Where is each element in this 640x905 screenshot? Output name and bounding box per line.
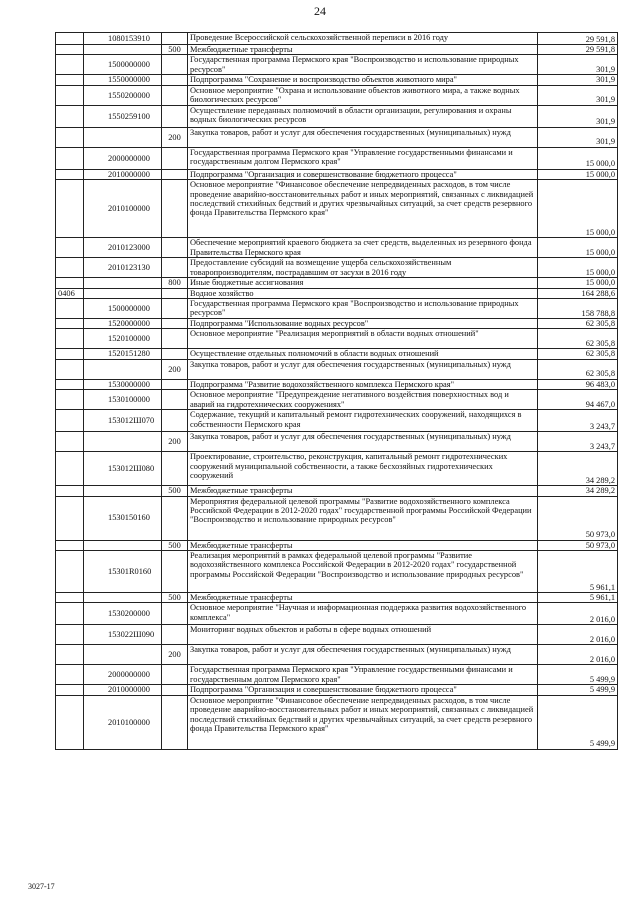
target-article-code: 1530000000 (84, 379, 162, 389)
target-article-code: 1520000000 (84, 319, 162, 329)
target-article-code: 2000000000 (84, 665, 162, 685)
section-code (56, 147, 84, 169)
row-name: Обеспечение мероприятий краевого бюджета за счет средств, выделенных из резервного фонда Правительства Пермского края (188, 238, 538, 258)
row-amount: 96 483,0 (538, 379, 618, 389)
section-code (56, 299, 84, 319)
table-row (56, 359, 618, 379)
target-article-code (84, 127, 162, 147)
row-amount: 62 305,8 (538, 359, 618, 379)
row-name: Основное мероприятие "Финансовое обеспечение непредвиденных расходов, в том числе проведение аварийно-восстановительных работ и иных мероприятий, связанных с ликвидацией последствий стихийных бедствий и других чрезвычайных ситуаций, за счет средств резервного фонда Правительства Пермского края" (188, 180, 538, 238)
target-article-code: 153022Ш090 (84, 625, 162, 645)
row-amount: 301,9 (538, 85, 618, 105)
table-row (56, 432, 618, 452)
table-row (56, 85, 618, 105)
row-name: Водное хозяйство (188, 288, 538, 298)
row-amount: 5 499,9 (538, 685, 618, 695)
section-code (56, 685, 84, 695)
section-code (56, 540, 84, 550)
row-amount: 50 973,0 (538, 540, 618, 550)
target-article-code: 1530100000 (84, 390, 162, 410)
target-article-code: 2010123130 (84, 258, 162, 278)
target-article-code: 2000000000 (84, 147, 162, 169)
expense-type-code: 200 (162, 432, 188, 452)
row-amount: 301,9 (538, 55, 618, 75)
target-article-code (84, 278, 162, 288)
row-amount: 15 000,0 (538, 147, 618, 169)
row-name: Государственная программа Пермского края "Управление государственными финансами и государственным долгом Пермского края" (188, 665, 538, 685)
section-code: 0406 (56, 288, 84, 298)
expense-type-code (162, 105, 188, 127)
section-code (56, 496, 84, 540)
expense-type-code (162, 33, 188, 45)
row-amount: 15 000,0 (538, 169, 618, 179)
target-article-code (84, 359, 162, 379)
table-row (56, 603, 618, 625)
target-article-code: 1550200000 (84, 85, 162, 105)
row-amount: 164 288,6 (538, 288, 618, 298)
target-article-code: 2010000000 (84, 169, 162, 179)
expense-type-code (162, 695, 188, 749)
section-code (56, 603, 84, 625)
target-article-code (84, 45, 162, 55)
row-name: Подпрограмма "Использование водных ресурсов" (188, 319, 538, 329)
expense-type-code (162, 625, 188, 645)
row-name: Содержание, текущий и капитальный ремонт гидротехнических сооружений, находящихся в собственности Пермского края (188, 410, 538, 432)
table-row (56, 319, 618, 329)
page-number: 24 (314, 4, 326, 18)
table-row (56, 390, 618, 410)
row-name: Закупка товаров, работ и услуг для обеспечения государственных (муниципальных) нужд (188, 127, 538, 147)
section-code (56, 85, 84, 105)
row-name: Реализация мероприятий в рамках федеральной целевой программы "Развитие водохозяйственного комплекса Российской Федерации в 2012-2020 годах" государственной программы Российской Федерации "Воспроизводство и использование природных ресурсов" (188, 551, 538, 593)
row-name: Государственная программа Пермского края "Управление государственными финансами и государственным долгом Пермского края" (188, 147, 538, 169)
table-row (56, 238, 618, 258)
expense-type-code (162, 685, 188, 695)
row-name: Мониторинг водных объектов и работы в сфере водных отношений (188, 625, 538, 645)
section-code (56, 75, 84, 85)
row-name: Межбюджетные трансферты (188, 45, 538, 55)
row-amount: 5 961,1 (538, 551, 618, 593)
expense-type-code (162, 390, 188, 410)
table-row (56, 299, 618, 319)
expense-type-code: 200 (162, 359, 188, 379)
table-row (56, 105, 618, 127)
target-article-code: 2010123000 (84, 238, 162, 258)
table-row (56, 258, 618, 278)
row-amount: 34 289,2 (538, 486, 618, 496)
row-amount: 29 591,8 (538, 33, 618, 45)
table-row (56, 379, 618, 389)
expense-type-code (162, 319, 188, 329)
table-row (56, 593, 618, 603)
row-amount: 3 243,7 (538, 410, 618, 432)
row-name: Закупка товаров, работ и услуг для обеспечения государственных (муниципальных) нужд (188, 359, 538, 379)
target-article-code: 1530200000 (84, 603, 162, 625)
row-amount: 301,9 (538, 105, 618, 127)
expense-type-code (162, 452, 188, 486)
row-name: Основное мероприятие "Научная и информационная поддержка развития водохозяйственного комплекса" (188, 603, 538, 625)
row-amount: 158 788,8 (538, 299, 618, 319)
row-amount: 62 305,8 (538, 349, 618, 359)
expense-type-code (162, 258, 188, 278)
table-row (56, 625, 618, 645)
row-amount: 15 000,0 (538, 180, 618, 238)
section-code (56, 127, 84, 147)
table-row (56, 486, 618, 496)
target-article-code: 2010100000 (84, 180, 162, 238)
expense-type-code: 500 (162, 486, 188, 496)
target-article-code (84, 593, 162, 603)
row-amount: 34 289,2 (538, 452, 618, 486)
row-name: Подпрограмма "Развитие водохозяйственного комплекса Пермского края" (188, 379, 538, 389)
row-name: Государственная программа Пермского края "Воспроизводство и использование природных ресурсов" (188, 299, 538, 319)
budget-table (55, 32, 618, 750)
table-row (56, 496, 618, 540)
expense-type-code (162, 169, 188, 179)
table-row (56, 329, 618, 349)
row-name: Основное мероприятие "Реализация мероприятий в области водных отношений" (188, 329, 538, 349)
table-row (56, 33, 618, 45)
row-amount: 5 499,9 (538, 665, 618, 685)
table-row (56, 452, 618, 486)
target-article-code: 1500000000 (84, 55, 162, 75)
section-code (56, 258, 84, 278)
row-amount: 301,9 (538, 75, 618, 85)
target-article-code: 1500000000 (84, 299, 162, 319)
section-code (56, 45, 84, 55)
target-article-code (84, 645, 162, 665)
row-amount: 2 016,0 (538, 603, 618, 625)
table-row (56, 45, 618, 55)
section-code (56, 55, 84, 75)
row-name: Подпрограмма "Организация и совершенствование бюджетного процесса" (188, 685, 538, 695)
section-code (56, 329, 84, 349)
expense-type-code (162, 349, 188, 359)
target-article-code: 1550259100 (84, 105, 162, 127)
row-amount: 50 973,0 (538, 496, 618, 540)
section-code (56, 593, 84, 603)
table-row (56, 127, 618, 147)
row-name: Подпрограмма "Организация и совершенствование бюджетного процесса" (188, 169, 538, 179)
section-code (56, 432, 84, 452)
expense-type-code (162, 180, 188, 238)
row-name: Закупка товаров, работ и услуг для обеспечения государственных (муниципальных) нужд (188, 645, 538, 665)
expense-type-code (162, 496, 188, 540)
section-code (56, 359, 84, 379)
table-row (56, 55, 618, 75)
row-name: Предоставление субсидий на возмещение ущерба сельскохозяйственным товаропроизводителям, пострадавшим от засухи в 2016 году (188, 258, 538, 278)
row-name: Проектирование, строительство, реконструкция, капитальный ремонт гидротехнических сооружений муниципальной собственности, а также бесхозяйных гидротехнических сооружений (188, 452, 538, 486)
target-article-code (84, 540, 162, 550)
expense-type-code (162, 238, 188, 258)
table-row (56, 695, 618, 749)
section-code (56, 278, 84, 288)
row-amount: 2 016,0 (538, 625, 618, 645)
row-amount: 3 243,7 (538, 432, 618, 452)
row-name: Осуществление переданных полномочий в области организации, регулирования и охраны водных биологических ресурсов (188, 105, 538, 127)
expense-type-code (162, 288, 188, 298)
table-row (56, 410, 618, 432)
section-code (56, 551, 84, 593)
target-article-code: 2010100000 (84, 695, 162, 749)
row-amount: 15 000,0 (538, 238, 618, 258)
expense-type-code (162, 147, 188, 169)
row-amount: 62 305,8 (538, 319, 618, 329)
expense-type-code (162, 329, 188, 349)
table-row (56, 147, 618, 169)
row-name: Закупка товаров, работ и услуг для обеспечения государственных (муниципальных) нужд (188, 432, 538, 452)
row-name: Основное мероприятие "Охрана и использование объектов животного мира, а также водных биологических ресурсов" (188, 85, 538, 105)
expense-type-code: 500 (162, 593, 188, 603)
row-name: Подпрограмма "Сохранение и воспроизводство объектов животного мира" (188, 75, 538, 85)
target-article-code (84, 432, 162, 452)
target-article-code: 153012Ш080 (84, 452, 162, 486)
section-code (56, 105, 84, 127)
table-row (56, 169, 618, 179)
row-amount: 15 000,0 (538, 278, 618, 288)
section-code (56, 319, 84, 329)
expense-type-code (162, 603, 188, 625)
budget-table-body (56, 33, 618, 750)
target-article-code: 2010000000 (84, 685, 162, 695)
section-code (56, 486, 84, 496)
row-name: Межбюджетные трансферты (188, 593, 538, 603)
target-article-code: 1520100000 (84, 329, 162, 349)
section-code (56, 238, 84, 258)
target-article-code (84, 486, 162, 496)
expense-type-code: 500 (162, 45, 188, 55)
section-code (56, 410, 84, 432)
target-article-code: 1520151280 (84, 349, 162, 359)
expense-type-code (162, 75, 188, 85)
expense-type-code (162, 665, 188, 685)
row-amount: 62 305,8 (538, 329, 618, 349)
section-code (56, 349, 84, 359)
row-name: Иные бюджетные ассигнования (188, 278, 538, 288)
row-name: Межбюджетные трансферты (188, 486, 538, 496)
row-amount: 94 467,0 (538, 390, 618, 410)
row-name: Осуществление отдельных полномочий в области водных отношений (188, 349, 538, 359)
row-amount: 5 961,1 (538, 593, 618, 603)
target-article-code (84, 288, 162, 298)
expense-type-code: 200 (162, 645, 188, 665)
section-code (56, 33, 84, 45)
expense-type-code: 200 (162, 127, 188, 147)
target-article-code: 1550000000 (84, 75, 162, 85)
table-row (56, 540, 618, 550)
target-article-code: 1530150160 (84, 496, 162, 540)
section-code (56, 625, 84, 645)
table-row (56, 75, 618, 85)
expense-type-code (162, 299, 188, 319)
table-row (56, 288, 618, 298)
section-code (56, 452, 84, 486)
section-code (56, 695, 84, 749)
row-name: Государственная программа Пермского края "Воспроизводство и использование природных ресурсов" (188, 55, 538, 75)
row-amount: 301,9 (538, 127, 618, 147)
section-code (56, 180, 84, 238)
section-code (56, 169, 84, 179)
target-article-code: 15301R0160 (84, 551, 162, 593)
expense-type-code (162, 551, 188, 593)
row-name: Проведение Всероссийской сельскохозяйственной переписи в 2016 году (188, 33, 538, 45)
expense-type-code (162, 85, 188, 105)
table-row (56, 665, 618, 685)
row-name: Основное мероприятие "Финансовое обеспечение непредвиденных расходов, в том числе проведение аварийно-восстановительных работ и иных мероприятий, связанных с ликвидацией последствий стихийных бедствий и других чрезвычайных ситуаций, за счет средств резервного фонда Правительства Пермского края" (188, 695, 538, 749)
table-row (56, 278, 618, 288)
row-name: Межбюджетные трансферты (188, 540, 538, 550)
table-row (56, 645, 618, 665)
row-amount: 15 000,0 (538, 258, 618, 278)
expense-type-code (162, 410, 188, 432)
section-code (56, 645, 84, 665)
expense-type-code (162, 379, 188, 389)
row-amount: 2 016,0 (538, 645, 618, 665)
target-article-code: 1080153910 (84, 33, 162, 45)
section-code (56, 379, 84, 389)
target-article-code: 153012Ш070 (84, 410, 162, 432)
row-name: Мероприятия федеральной целевой программы "Развитие водохозяйственного комплекса Российской Федерации в 2012-2020 годах" государственной программы Российской Федерации "Воспроизводство и использование природных ресурсов" (188, 496, 538, 540)
table-row (56, 551, 618, 593)
footer-code: 3027-17 (28, 882, 55, 891)
expense-type-code: 800 (162, 278, 188, 288)
table-row (56, 685, 618, 695)
expense-type-code (162, 55, 188, 75)
section-code (56, 390, 84, 410)
section-code (56, 665, 84, 685)
row-name: Основное мероприятие "Предупреждение негативного воздействия поверхностных вод и аварий на гидротехнических сооружениях" (188, 390, 538, 410)
row-amount: 5 499,9 (538, 695, 618, 749)
row-amount: 29 591,8 (538, 45, 618, 55)
table-row (56, 180, 618, 238)
table-row (56, 349, 618, 359)
expense-type-code: 500 (162, 540, 188, 550)
